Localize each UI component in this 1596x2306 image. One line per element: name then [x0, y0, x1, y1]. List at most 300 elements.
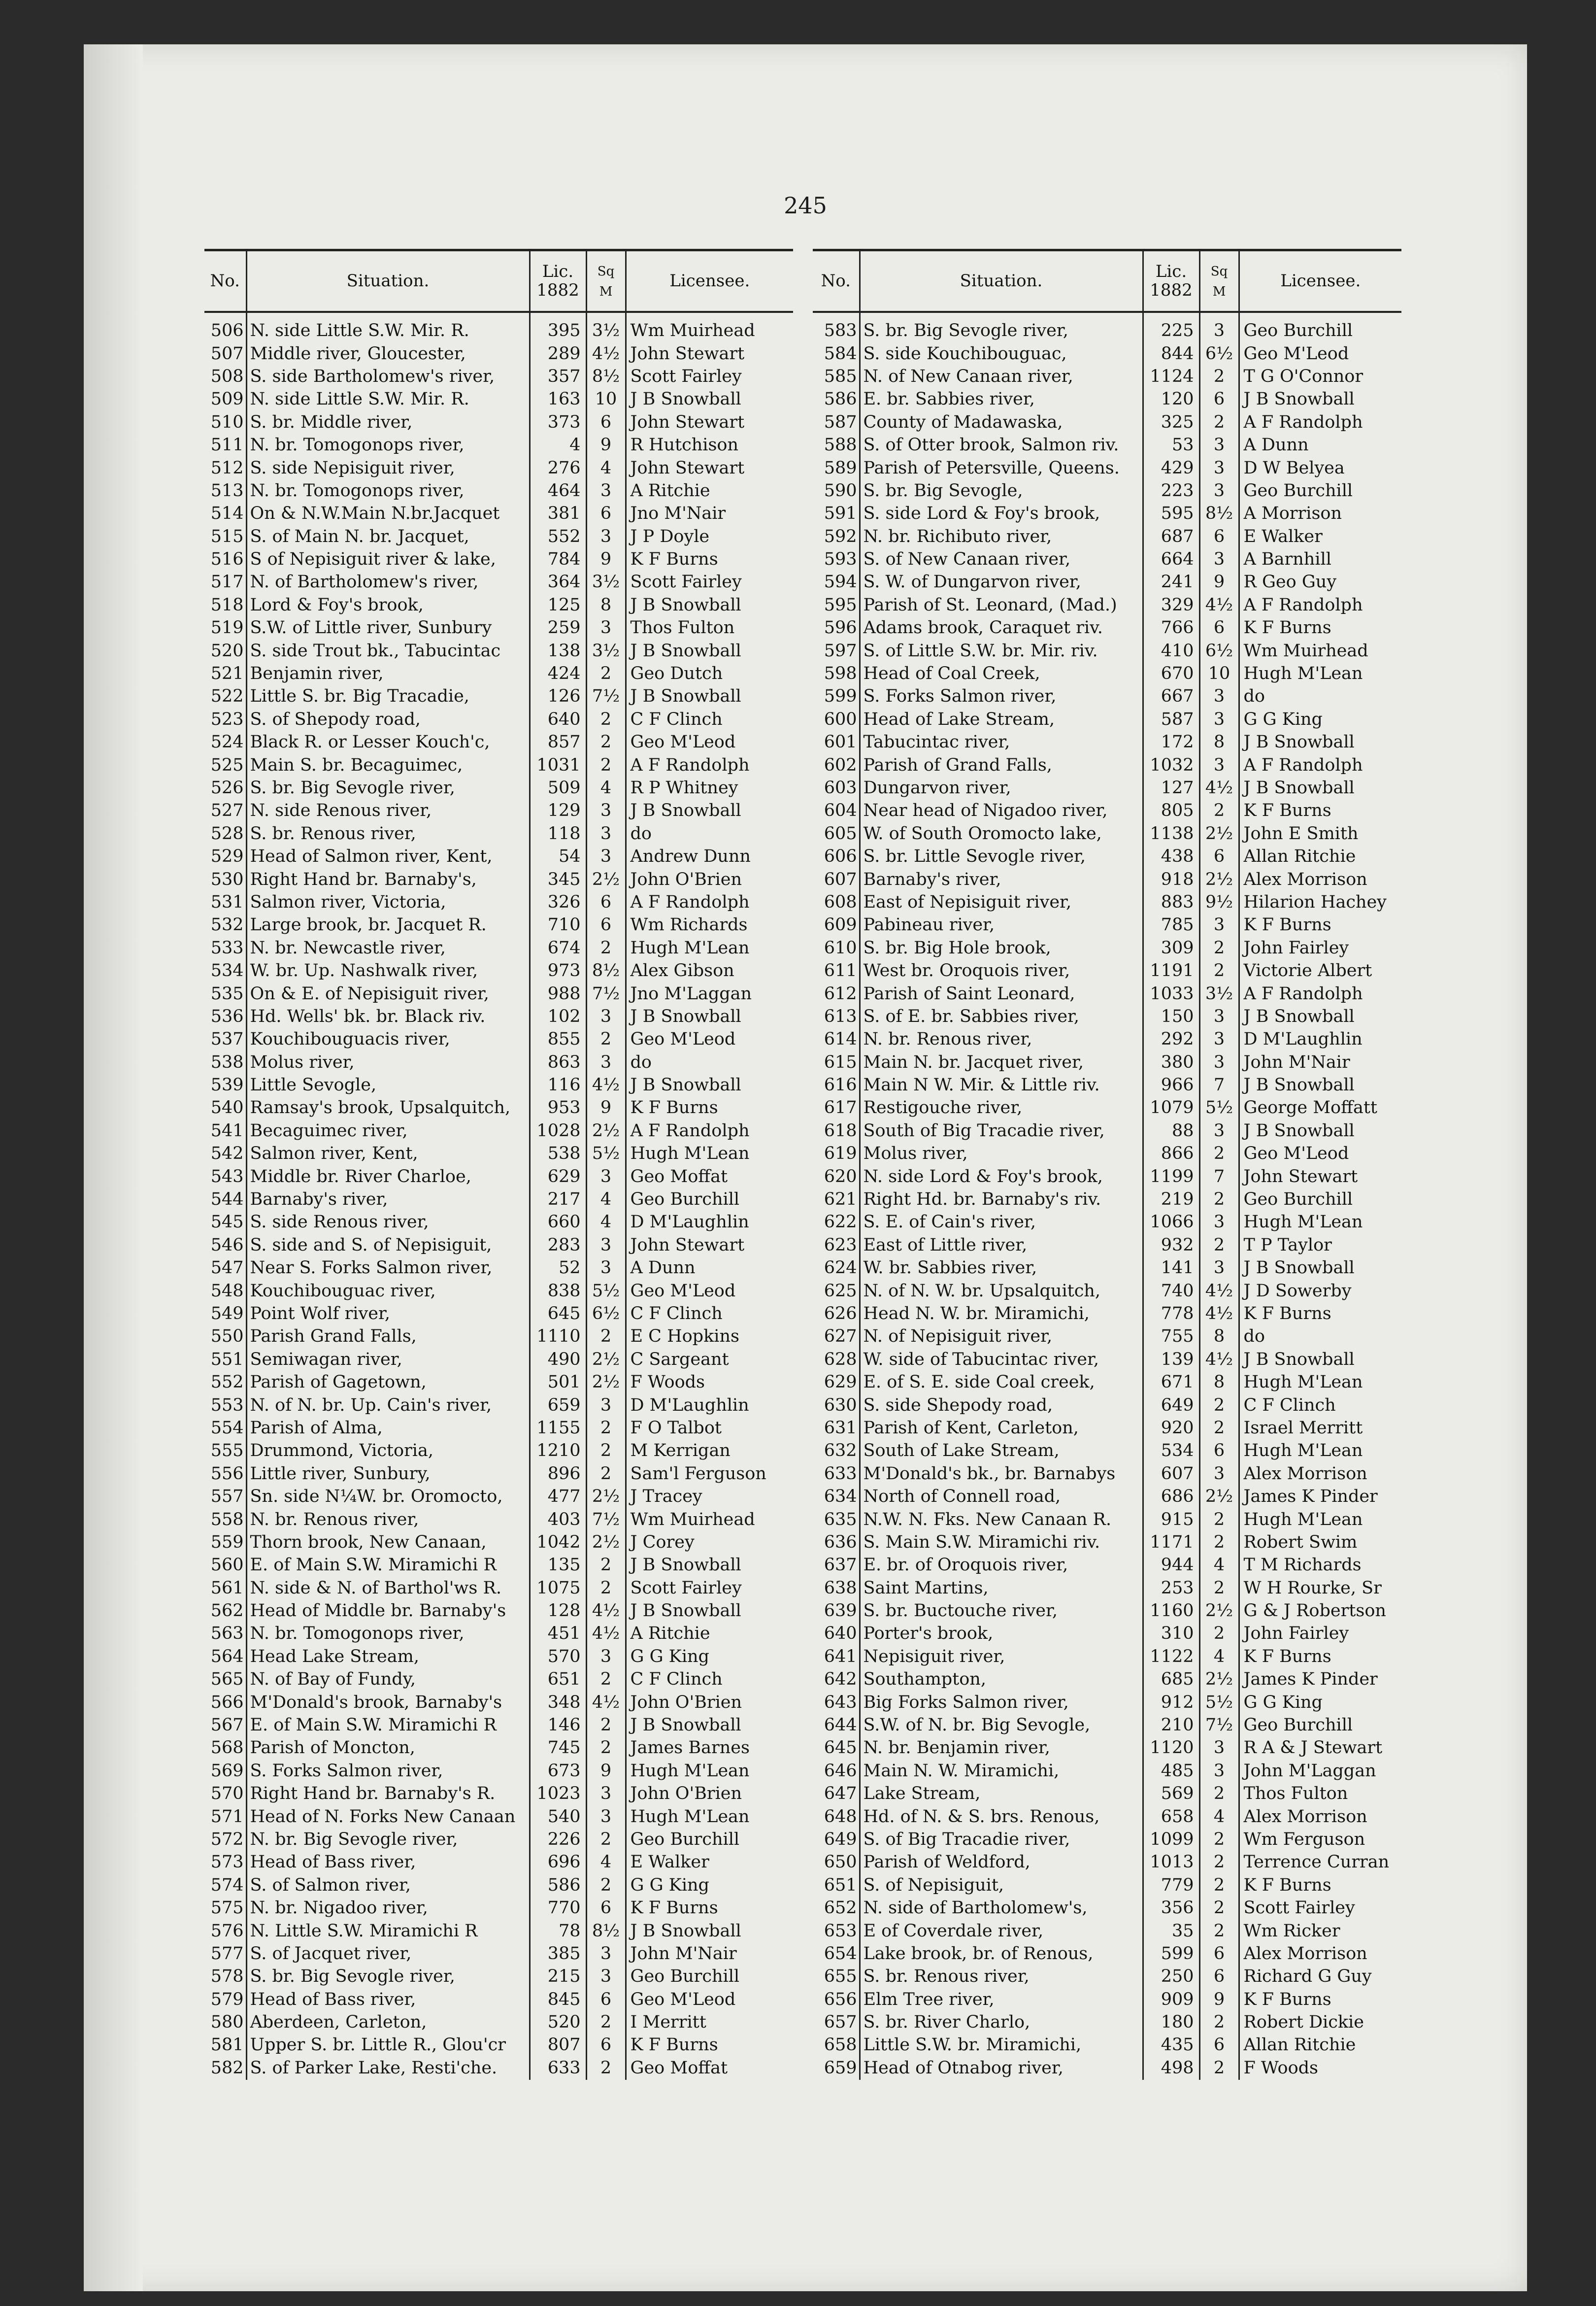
header-sq-line1: Sq: [597, 264, 615, 279]
row-square-miles: 2: [1199, 1143, 1239, 1165]
row-number: 583: [824, 321, 857, 341]
table-row: [204, 822, 793, 845]
license-rows-right: [813, 320, 1401, 2080]
row-license-1882: 490: [530, 1348, 586, 1371]
row-square-miles: 3: [586, 1394, 626, 1417]
table-row: [204, 1188, 793, 1211]
row-situation: N. br. Benjamin river,: [860, 1737, 1143, 1760]
row-licensee: J B Snowball: [626, 1005, 793, 1028]
row-number: 562: [210, 1601, 244, 1621]
row-number: 593: [824, 549, 857, 570]
row-license-1882: 845: [530, 1988, 586, 2011]
row-number: 534: [210, 961, 244, 981]
row-license-1882: 292: [1143, 1028, 1199, 1051]
row-license-1882: 180: [1143, 2011, 1199, 2034]
row-situation: N. br. Nigadoo river,: [246, 1897, 530, 1919]
row-licensee: Hugh M'Lean: [1239, 1508, 1401, 1531]
row-licensee: A F Randolph: [1239, 411, 1401, 434]
row-square-miles: 4½: [1199, 777, 1239, 799]
row-situation: Parish of Petersville, Queens.: [860, 457, 1143, 479]
row-square-miles: 2: [1199, 2057, 1239, 2079]
row-license-1882: 78: [530, 1920, 586, 1942]
row-license-1882: 128: [530, 1599, 586, 1622]
row-square-miles: 4½: [586, 1074, 626, 1096]
row-license-1882: 805: [1143, 800, 1199, 822]
row-number: 621: [824, 1189, 857, 1210]
row-license-1882: 127: [1143, 777, 1199, 799]
row-licensee: J B Snowball: [626, 1074, 793, 1096]
table-row: [204, 1348, 793, 1371]
table-row: [204, 1737, 793, 1760]
row-license-1882: 88: [1143, 1119, 1199, 1142]
row-square-miles: 10: [586, 388, 626, 411]
table-row: [204, 914, 793, 937]
row-license-1882: 250: [1143, 1966, 1199, 1988]
row-square-miles: 3: [586, 1783, 626, 1805]
table-row: [813, 2011, 1401, 2034]
row-situation: Barnaby's river,: [246, 1188, 530, 1211]
row-licensee: E C Hopkins: [626, 1325, 793, 1348]
row-situation: N. side & N. of Barthol'ws R.: [246, 1577, 530, 1599]
row-number: 535: [210, 983, 244, 1004]
row-licensee: J B Snowball: [1239, 388, 1401, 411]
row-number: 577: [210, 1943, 244, 1964]
table-row: [813, 525, 1401, 548]
row-square-miles: 4½: [586, 1599, 626, 1622]
row-number: 548: [210, 1281, 244, 1301]
row-square-miles: 8½: [586, 365, 626, 388]
row-licensee: T G O'Connor: [1239, 365, 1401, 388]
row-situation: Barnaby's river,: [860, 868, 1143, 891]
row-license-1882: 403: [530, 1508, 586, 1531]
row-situation: Parish of St. Leonard, (Mad.): [860, 594, 1143, 616]
row-number: 602: [824, 755, 857, 775]
row-license-1882: 1155: [530, 1417, 586, 1439]
row-licensee: K F Burns: [1239, 1988, 1401, 2011]
row-situation: E. br. of Oroquois river,: [860, 1554, 1143, 1577]
row-license-1882: 569: [1143, 1783, 1199, 1805]
row-license-1882: 745: [530, 1737, 586, 1760]
row-number: 558: [210, 1509, 244, 1529]
table-row: [813, 1371, 1401, 1393]
row-situation: Hd. Wells' bk. br. Black riv.: [246, 1005, 530, 1028]
row-license-1882: 364: [530, 571, 586, 594]
row-square-miles: 8½: [586, 959, 626, 982]
row-licensee: Geo Burchill: [1239, 479, 1401, 502]
row-square-miles: 3: [1199, 685, 1239, 708]
row-square-miles: 2: [1199, 1851, 1239, 1874]
row-license-1882: 552: [530, 525, 586, 548]
row-licensee: J B Snowball: [626, 1554, 793, 1577]
row-situation: N. br. Renous river,: [246, 1508, 530, 1531]
row-square-miles: 4: [1199, 1554, 1239, 1577]
table-row: [813, 1143, 1401, 1165]
table-row: [813, 1257, 1401, 1280]
row-licensee: Geo Burchill: [626, 1188, 793, 1211]
row-situation: Middle river, Gloucester,: [246, 342, 530, 365]
row-situation: Near S. Forks Salmon river,: [246, 1257, 530, 1280]
row-situation: S of Nepisiguit river & lake,: [246, 548, 530, 571]
row-number: 571: [210, 1806, 244, 1827]
row-license-1882: 501: [530, 1371, 586, 1393]
row-license-1882: 1066: [1143, 1211, 1199, 1234]
row-number: 526: [210, 778, 244, 798]
row-license-1882: 912: [1143, 1691, 1199, 1714]
row-licensee: J P Doyle: [626, 525, 793, 548]
row-license-1882: 944: [1143, 1554, 1199, 1577]
table-row: [813, 2057, 1401, 2079]
row-square-miles: 6: [586, 1988, 626, 2011]
table-row: [813, 1234, 1401, 1256]
row-square-miles: 2½: [586, 1485, 626, 1508]
row-license-1882: 755: [1143, 1325, 1199, 1348]
row-licensee: K F Burns: [626, 548, 793, 571]
row-number: 586: [824, 389, 857, 409]
row-number: 655: [824, 1967, 857, 1987]
table-row: [813, 1531, 1401, 1554]
table-row: [204, 868, 793, 891]
row-number: 614: [824, 1029, 857, 1050]
row-square-miles: 4: [586, 1211, 626, 1234]
table-row: [813, 503, 1401, 525]
row-licensee: J B Snowball: [1239, 777, 1401, 799]
table-row: [204, 891, 793, 914]
row-square-miles: 3: [586, 479, 626, 502]
row-square-miles: 10: [1199, 662, 1239, 685]
header-rule: [813, 312, 1401, 320]
row-square-miles: 5½: [586, 1280, 626, 1302]
table-row: [204, 1485, 793, 1508]
row-square-miles: 2: [1199, 365, 1239, 388]
row-situation: Head Lake Stream,: [246, 1645, 530, 1668]
row-situation: S. of New Canaan river,: [860, 548, 1143, 571]
row-licensee: Hugh M'Lean: [626, 937, 793, 959]
row-square-miles: 9: [1199, 1988, 1239, 2011]
row-license-1882: 1191: [1143, 959, 1199, 982]
row-situation: S.W. of N. br. Big Sevogle,: [860, 1714, 1143, 1736]
row-situation: County of Madawaska,: [860, 411, 1143, 434]
row-license-1882: 649: [1143, 1394, 1199, 1417]
row-number: 566: [210, 1692, 244, 1712]
row-license-1882: 918: [1143, 868, 1199, 891]
row-licensee: J B Snowball: [626, 594, 793, 616]
row-situation: S. side Nepisiguit river,: [246, 457, 530, 479]
row-number: 563: [210, 1624, 244, 1644]
row-license-1882: 1124: [1143, 365, 1199, 388]
row-licensee: K F Burns: [1239, 1645, 1401, 1668]
row-number: 630: [824, 1395, 857, 1415]
row-licensee: Geo Dutch: [626, 662, 793, 685]
row-license-1882: 326: [530, 891, 586, 914]
row-license-1882: 253: [1143, 1577, 1199, 1599]
row-situation: Head of Salmon river, Kent,: [246, 845, 530, 868]
row-licensee: J B Snowball: [1239, 1257, 1401, 1280]
row-licensee: T M Richards: [1239, 1554, 1401, 1577]
row-number: 556: [210, 1463, 244, 1484]
row-situation: Lake brook, br. of Renous,: [860, 1942, 1143, 1965]
row-situation: S. br. Buctouche river,: [860, 1599, 1143, 1622]
table-row: [813, 1851, 1401, 1874]
table-row: [204, 1531, 793, 1554]
row-situation: Lord & Foy's brook,: [246, 594, 530, 616]
row-license-1882: 855: [530, 1028, 586, 1051]
table-row: [204, 1577, 793, 1599]
row-square-miles: 6: [586, 2034, 626, 2057]
table-row: [813, 1691, 1401, 1714]
row-license-1882: 52: [530, 1257, 586, 1280]
table-row: [813, 959, 1401, 982]
row-situation: Restigouche river,: [860, 1097, 1143, 1119]
row-license-1882: 838: [530, 1280, 586, 1302]
table-row: [204, 731, 793, 754]
row-situation: S. br. Renous river,: [246, 822, 530, 845]
row-square-miles: 3: [586, 1645, 626, 1668]
row-square-miles: 2: [1199, 1417, 1239, 1439]
row-licensee: Scott Fairley: [626, 365, 793, 388]
row-licensee: Allan Ritchie: [1239, 845, 1401, 868]
row-license-1882: 915: [1143, 1508, 1199, 1531]
row-licensee: John Stewart: [626, 1234, 793, 1256]
row-square-miles: 3½: [586, 320, 626, 342]
row-square-miles: 4: [1199, 1645, 1239, 1668]
row-license-1882: 538: [530, 1143, 586, 1165]
row-situation: S. br. Big Sevogle,: [860, 479, 1143, 502]
row-licensee: F Woods: [1239, 2057, 1401, 2079]
row-license-1882: 629: [530, 1165, 586, 1188]
row-situation: Semiwagan river,: [246, 1348, 530, 1371]
row-number: 541: [210, 1120, 244, 1141]
row-situation: South of Big Tracadie river,: [860, 1119, 1143, 1142]
row-number: 648: [824, 1806, 857, 1827]
row-license-1882: 356: [1143, 1897, 1199, 1919]
row-licensee: Thos Fulton: [626, 617, 793, 640]
table-row: [813, 731, 1401, 754]
row-licensee: D M'Laughlin: [1239, 1028, 1401, 1051]
table-row: [204, 1599, 793, 1622]
table-row: [813, 571, 1401, 594]
row-number: 627: [824, 1326, 857, 1347]
row-number: 600: [824, 709, 857, 729]
row-square-miles: 2½: [1199, 822, 1239, 845]
row-situation: Head of Middle br. Barnaby's: [246, 1599, 530, 1622]
row-license-1882: 345: [530, 868, 586, 891]
row-situation: Becaguimec river,: [246, 1119, 530, 1142]
row-number: 595: [824, 595, 857, 615]
table-row: [204, 548, 793, 571]
row-square-miles: 6: [1199, 845, 1239, 868]
row-number: 538: [210, 1052, 244, 1072]
row-licensee: James K Pinder: [1239, 1668, 1401, 1691]
table-row: [813, 845, 1401, 868]
row-license-1882: 385: [530, 1942, 586, 1965]
header-sq: [1199, 250, 1239, 312]
row-situation: N. side of Bartholomew's,: [860, 1897, 1143, 1919]
row-square-miles: 6: [586, 914, 626, 937]
row-number: 516: [210, 549, 244, 570]
row-number: 528: [210, 823, 244, 844]
table-row: [813, 1577, 1401, 1599]
row-license-1882: 357: [530, 365, 586, 388]
row-situation: Tabucintac river,: [860, 731, 1143, 754]
row-number: 506: [210, 321, 244, 341]
row-license-1882: 671: [1143, 1371, 1199, 1393]
row-square-miles: 3: [1199, 914, 1239, 937]
row-situation: N. br. Tomogonops river,: [246, 1623, 530, 1645]
row-licensee: Geo Burchill: [626, 1966, 793, 1988]
row-number: 596: [824, 618, 857, 638]
row-square-miles: 8: [1199, 1371, 1239, 1393]
row-license-1882: 633: [530, 2057, 586, 2079]
row-license-1882: 424: [530, 662, 586, 685]
row-square-miles: 2: [586, 1325, 626, 1348]
row-license-1882: 1075: [530, 1577, 586, 1599]
table-row: [204, 937, 793, 959]
row-situation: S. of Little S.W. br. Mir. riv.: [860, 640, 1143, 662]
table-row: [813, 548, 1401, 571]
row-situation: Parish of Grand Falls,: [860, 754, 1143, 777]
row-situation: Head of Otnabog river,: [860, 2057, 1143, 2079]
row-square-miles: 3: [1199, 1051, 1239, 1074]
table-row: [813, 1645, 1401, 1668]
row-square-miles: 3: [586, 1942, 626, 1965]
row-licensee: Hugh M'Lean: [1239, 1371, 1401, 1393]
row-license-1882: 570: [530, 1645, 586, 1668]
row-situation: S. of Salmon river,: [246, 1874, 530, 1897]
row-square-miles: 6: [1199, 1966, 1239, 1988]
row-square-miles: 3: [1199, 1028, 1239, 1051]
row-square-miles: 3: [1199, 320, 1239, 342]
row-situation: Adams brook, Caraquet riv.: [860, 617, 1143, 640]
row-square-miles: 7: [1199, 1074, 1239, 1096]
row-number: 545: [210, 1212, 244, 1232]
row-licensee: J B Snowball: [1239, 731, 1401, 754]
table-row: [813, 640, 1401, 662]
row-situation: Right Hd. br. Barnaby's riv.: [860, 1188, 1143, 1211]
row-licensee: Geo Moffat: [626, 2057, 793, 2079]
row-license-1882: 973: [530, 959, 586, 982]
row-square-miles: 2: [1199, 959, 1239, 982]
row-licensee: C F Clinch: [626, 1302, 793, 1325]
row-licensee: do: [626, 1051, 793, 1074]
table-row: [204, 1874, 793, 1897]
table-row: [204, 754, 793, 777]
table-row: [204, 1005, 793, 1028]
row-situation: N. br. Big Sevogle river,: [246, 1828, 530, 1851]
row-situation: S. side Renous river,: [246, 1211, 530, 1234]
table-row: [813, 662, 1401, 685]
row-situation: Parish of Gagetown,: [246, 1371, 530, 1393]
row-situation: S. side Lord & Foy's brook,: [860, 503, 1143, 525]
row-situation: Benjamin river,: [246, 662, 530, 685]
row-square-miles: 7½: [586, 1508, 626, 1531]
table-row: [204, 800, 793, 822]
table-row: [204, 1280, 793, 1302]
row-licensee: Jno M'Nair: [626, 503, 793, 525]
row-square-miles: 2: [1199, 800, 1239, 822]
row-number: 642: [824, 1669, 857, 1690]
row-number: 582: [210, 2058, 244, 2078]
row-license-1882: 146: [530, 1714, 586, 1736]
row-licensee: do: [1239, 685, 1401, 708]
row-situation: N. br. Renous river,: [860, 1028, 1143, 1051]
row-situation: S. of Jacquet river,: [246, 1942, 530, 1965]
row-situation: Head N. W. br. Miramichi,: [860, 1302, 1143, 1325]
row-square-miles: 8: [1199, 1325, 1239, 1348]
row-situation: Southampton,: [860, 1668, 1143, 1691]
table-row: [813, 457, 1401, 479]
table-row: [813, 1874, 1401, 1897]
row-licensee: G G King: [626, 1874, 793, 1897]
row-situation: N. Little S.W. Miramichi R: [246, 1920, 530, 1942]
row-number: 524: [210, 732, 244, 752]
row-situation: Kouchibouguacis river,: [246, 1028, 530, 1051]
row-license-1882: 1033: [1143, 983, 1199, 1005]
row-license-1882: 485: [1143, 1760, 1199, 1782]
row-license-1882: 54: [530, 845, 586, 868]
row-licensee: J B Snowball: [626, 685, 793, 708]
row-licensee: A F Randolph: [1239, 983, 1401, 1005]
row-square-miles: 2: [1199, 1623, 1239, 1645]
table-row: [813, 1165, 1401, 1188]
page-number: 245: [784, 192, 827, 219]
header-lic-line1: Lic.: [542, 262, 574, 282]
row-licensee: Wm Muirhead: [1239, 640, 1401, 662]
row-number: 521: [210, 664, 244, 684]
row-square-miles: 3: [1199, 434, 1239, 456]
row-license-1882: 381: [530, 503, 586, 525]
row-number: 529: [210, 847, 244, 867]
table-row: [204, 388, 793, 411]
row-licensee: Andrew Dunn: [626, 845, 793, 868]
row-licensee: Hugh M'Lean: [1239, 662, 1401, 685]
row-licensee: A F Randolph: [626, 891, 793, 914]
row-licensee: E Walker: [626, 1851, 793, 1874]
row-situation: Saint Martins,: [860, 1577, 1143, 1599]
row-square-miles: 2: [1199, 1897, 1239, 1919]
row-number: 579: [210, 1989, 244, 2009]
row-situation: East of Nepisiguit river,: [860, 891, 1143, 914]
table-row: [813, 891, 1401, 914]
row-number: 539: [210, 1075, 244, 1095]
row-number: 623: [824, 1235, 857, 1255]
row-situation: Aberdeen, Carleton,: [246, 2011, 530, 2034]
table-row: [813, 1302, 1401, 1325]
row-licensee: Jno M'Laggan: [626, 983, 793, 1005]
row-square-miles: 2: [586, 708, 626, 731]
row-licensee: Terrence Curran: [1239, 1851, 1401, 1874]
row-number: 553: [210, 1395, 244, 1415]
row-licensee: Alex Morrison: [1239, 868, 1401, 891]
table-row: [813, 1714, 1401, 1736]
header-sq-line1: Sq: [1210, 264, 1228, 279]
table-header-row: [204, 250, 793, 312]
row-license-1882: 766: [1143, 617, 1199, 640]
table-row: [813, 1074, 1401, 1096]
row-square-miles: 4½: [1199, 594, 1239, 616]
row-square-miles: 2: [1199, 1531, 1239, 1554]
row-licensee: Alex Morrison: [1239, 1942, 1401, 1965]
row-situation: S. side Kouchibouguac,: [860, 342, 1143, 365]
row-license-1882: 540: [530, 1805, 586, 1828]
row-number: 594: [824, 572, 857, 592]
row-licensee: J B Snowball: [626, 1599, 793, 1622]
header-no: No.: [204, 250, 246, 312]
table-row: [204, 1417, 793, 1439]
row-licensee: J B Snowball: [1239, 1074, 1401, 1096]
table-row: [204, 617, 793, 640]
row-number: 588: [824, 435, 857, 455]
table-row: [204, 640, 793, 662]
